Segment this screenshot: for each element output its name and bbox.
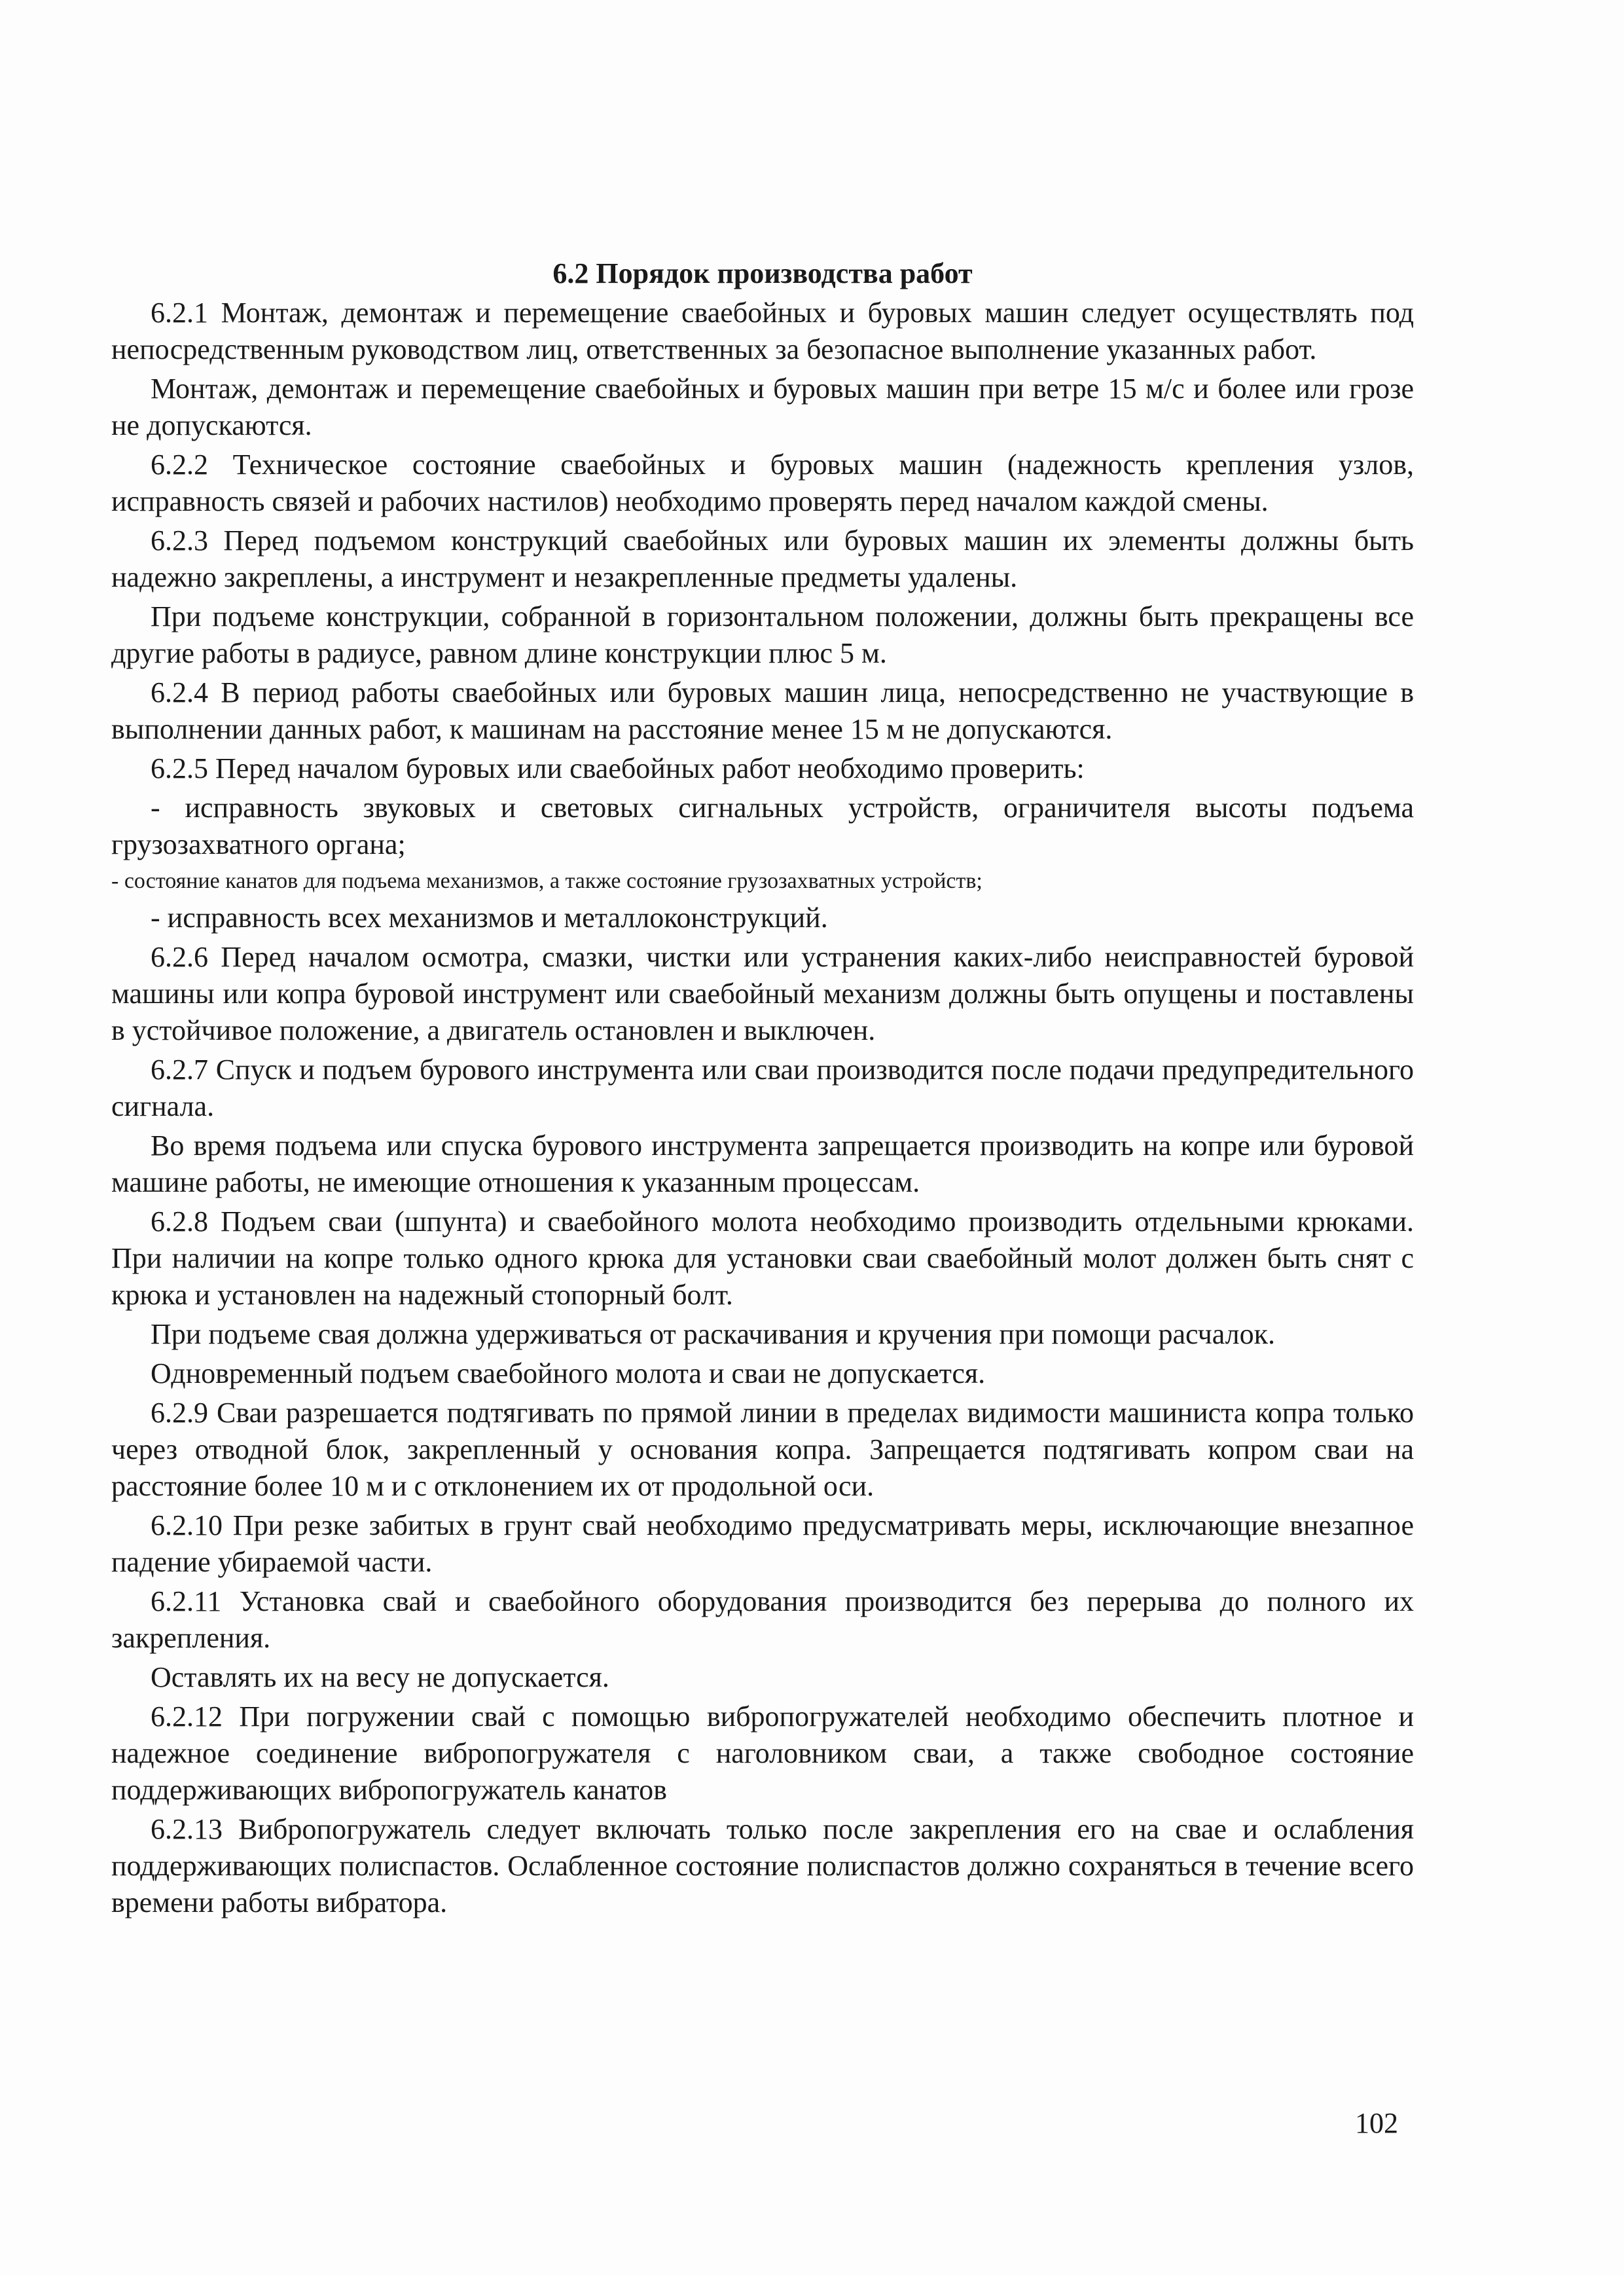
paragraph-6-2-8-simultaneous: Одновременный подъем сваебойного молота и сваи не допускается. xyxy=(151,1357,986,1389)
list-item-mechanisms: - исправность всех механизмов и металлоконструкций. xyxy=(151,902,828,934)
paragraph-6-2-7-prohibition: Во время подъема или спуска бурового инструмента запрещается производить на копре или буровой машине работы, не имеющие отношения к указанным процессам. xyxy=(111,1129,1414,1198)
list-item-ropes: - состояние канатов для подъема механизмов, а также состояние грузозахватных устройств; xyxy=(111,869,983,893)
paragraph-6-2-3-lifting: При подъеме конструкции, собранной в горизонтальном положении, должны быть прекращены все другие работы в радиусе, равном длине конструкции плюс 5 м. xyxy=(111,600,1414,669)
paragraph-6-2-13: 6.2.13 Вибропогружатель следует включать только после закрепления его на свае и ослабления поддерживающих полиспастов. Ослабленное состояние полиспастов должно сохраняться в течение всего времени работы вибратора. xyxy=(111,1813,1414,1918)
paragraph-6-2-10: 6.2.10 При резке забитых в грунт свай необходимо предусматривать меры, исключающие внезапное падение убираемой части. xyxy=(111,1509,1414,1578)
paragraph-6-2-6: 6.2.6 Перед началом осмотра, смазки, чистки или устранения каких-либо неисправностей буровой машины или копра буровой инструмент или сваебойный механизм должны быть опущены и поставлены в устойчивое положение, а двигатель остановлен и выключен. xyxy=(111,941,1414,1046)
paragraph-6-2-2: 6.2.2 Техническое состояние сваебойных и буровых машин (надежность крепления узлов, исправность связей и рабочих настилов) необходимо проверять перед началом каждой смены. xyxy=(111,449,1414,517)
paragraph-6-2-1-wind: Монтаж, демонтаж и перемещение сваебойных и буровых машин при ветре 15 м/с и более или грозе не допускаются. xyxy=(111,373,1414,441)
paragraph-6-2-7: 6.2.7 Спуск и подъем бурового инструмента или сваи производится после подачи предупредительного сигнала. xyxy=(111,1054,1414,1122)
paragraph-6-2-11-hanging: Оставлять их на весу не допускается. xyxy=(151,1661,609,1693)
paragraph-6-2-11: 6.2.11 Установка свай и сваебойного оборудования производится без перерыва до полного их закрепления. xyxy=(111,1585,1414,1654)
paragraph-6-2-5: 6.2.5 Перед началом буровых или сваебойных работ необходимо проверить: xyxy=(151,752,1085,784)
paragraph-6-2-8: 6.2.8 Подъем сваи (шпунта) и сваебойного молота необходимо производить отдельными крюками. При наличии на копре только одного крюка для установки сваи сваебойный молот должен быть снят с крюка и установлен на надежный стопорный болт. xyxy=(111,1205,1414,1311)
section-title: 6.2 Порядок производства работ xyxy=(552,257,973,289)
list-item-signals: - исправность звуковых и световых сигнальных устройств, ограничителя высоты подъема грузозахватного органа; xyxy=(111,792,1414,860)
paragraph-6-2-8-guy-ropes: При подъеме свая должна удерживаться от раскачивания и кручения при помощи расчалок. xyxy=(151,1318,1275,1350)
paragraph-6-2-9: 6.2.9 Сваи разрешается подтягивать по прямой линии в пределах видимости машиниста копра только через отводной блок, закрепленный у основания копра. Запрещается подтягивать копром сваи на расстояние более 10 м и с отклонением их от продольной оси. xyxy=(111,1397,1414,1502)
paragraph-6-2-3: 6.2.3 Перед подъемом конструкций сваебойных или буровых машин их элементы должны быть надежно закреплены, а инструмент и незакрепленные предметы удалены. xyxy=(111,524,1414,593)
paragraph-6-2-1: 6.2.1 Монтаж, демонтаж и перемещение сваебойных и буровых машин следует осуществлять под непосредственным руководством лиц, ответственных за безопасное выполнение указанных работ. xyxy=(111,297,1414,365)
page-number: 102 xyxy=(1355,2107,1398,2139)
paragraph-6-2-12: 6.2.12 При погружении свай с помощью вибропогружателей необходимо обеспечить плотное и надежное соединение вибропогружателя с наголовником сваи, а также свободное состояние поддерживающих вибропогружатель канатов xyxy=(111,1700,1414,1806)
document-body xyxy=(111,255,1414,1924)
paragraph-6-2-4: 6.2.4 В период работы сваебойных или буровых машин лица, непосредственно не участвующие в выполнении данных работ, к машинам на расстояние менее 15 м не допускаются. xyxy=(111,676,1414,745)
